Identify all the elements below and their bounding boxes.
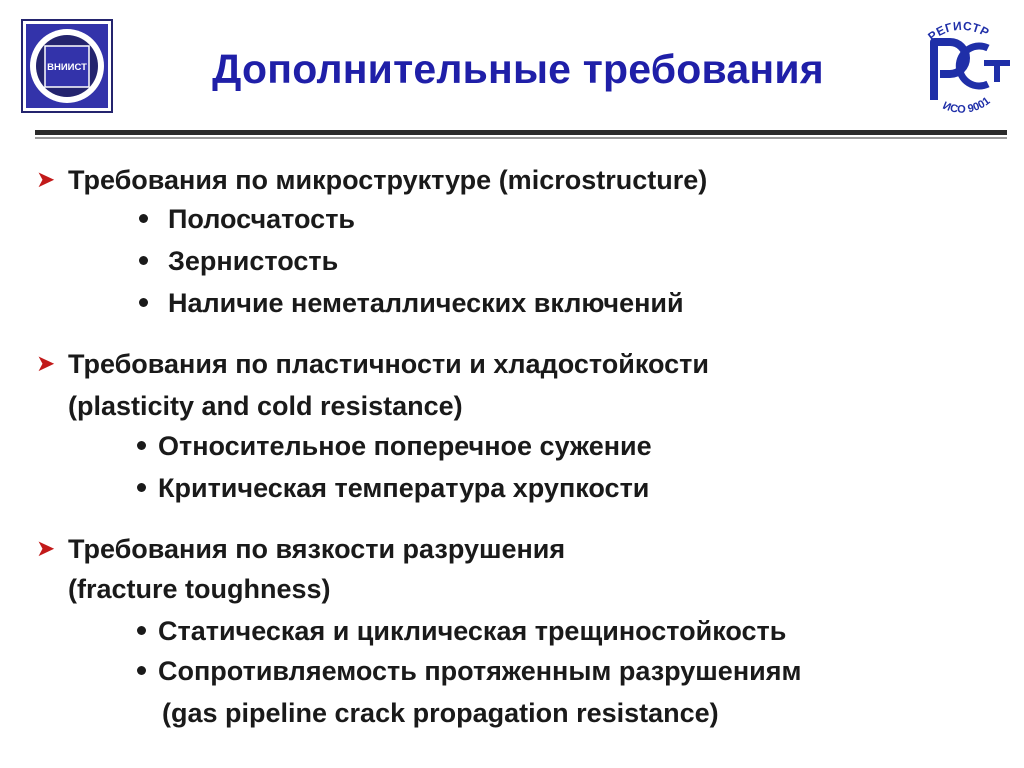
bullet-item: Зернистость	[168, 246, 339, 276]
vniist-logo-text: ВНИИСТ	[47, 62, 87, 73]
bullet-item: Статическая и циклическая трещиностойкость	[158, 616, 787, 646]
bullet-dot-icon	[137, 441, 146, 450]
section-arrow-icon: ➤	[36, 535, 56, 561]
section-heading-subtitle: (plasticity and cold resistance)	[68, 391, 463, 421]
vniist-logo	[21, 19, 113, 113]
section-heading-subtitle: (fracture toughness)	[68, 574, 331, 604]
section-arrow-icon: ➤	[36, 350, 56, 376]
bullet-item: Полосчатость	[168, 204, 356, 234]
slide-title: Дополнительные требования	[212, 46, 824, 92]
section-heading: Требования по пластичности и хладостойкости	[68, 349, 709, 379]
divider-thin-line	[35, 137, 1007, 139]
bullet-item-continuation: (gas pipeline crack propagation resistance)	[162, 698, 719, 728]
letter-t-stem	[994, 60, 1000, 82]
section-heading: Требования по микроструктуре (microstructure)	[68, 165, 708, 195]
registr-text: РЕГИСТР	[925, 18, 992, 44]
iso-text: ИСО 9001	[940, 95, 993, 116]
bullet-dot-icon	[139, 214, 148, 223]
bullet-dot-icon	[137, 626, 146, 635]
section-heading: Требования по вязкости разрушения	[68, 534, 566, 564]
bullet-dot-icon	[137, 483, 146, 492]
divider-thick-line	[35, 130, 1007, 135]
bullet-dot-icon	[139, 256, 148, 265]
bullet-item: Относительное поперечное сужение	[158, 431, 652, 461]
registr-iso-logo	[904, 8, 1016, 126]
bullet-dot-icon	[139, 298, 148, 307]
bullet-item: Сопротивляемость протяженным разрушениям	[158, 656, 802, 686]
header-divider	[35, 128, 1007, 140]
section-arrow-icon: ➤	[36, 166, 56, 192]
bullet-item: Наличие неметаллических включений	[168, 288, 684, 318]
bullet-item: Критическая температура хрупкости	[158, 473, 650, 503]
bullet-dot-icon	[137, 666, 146, 675]
